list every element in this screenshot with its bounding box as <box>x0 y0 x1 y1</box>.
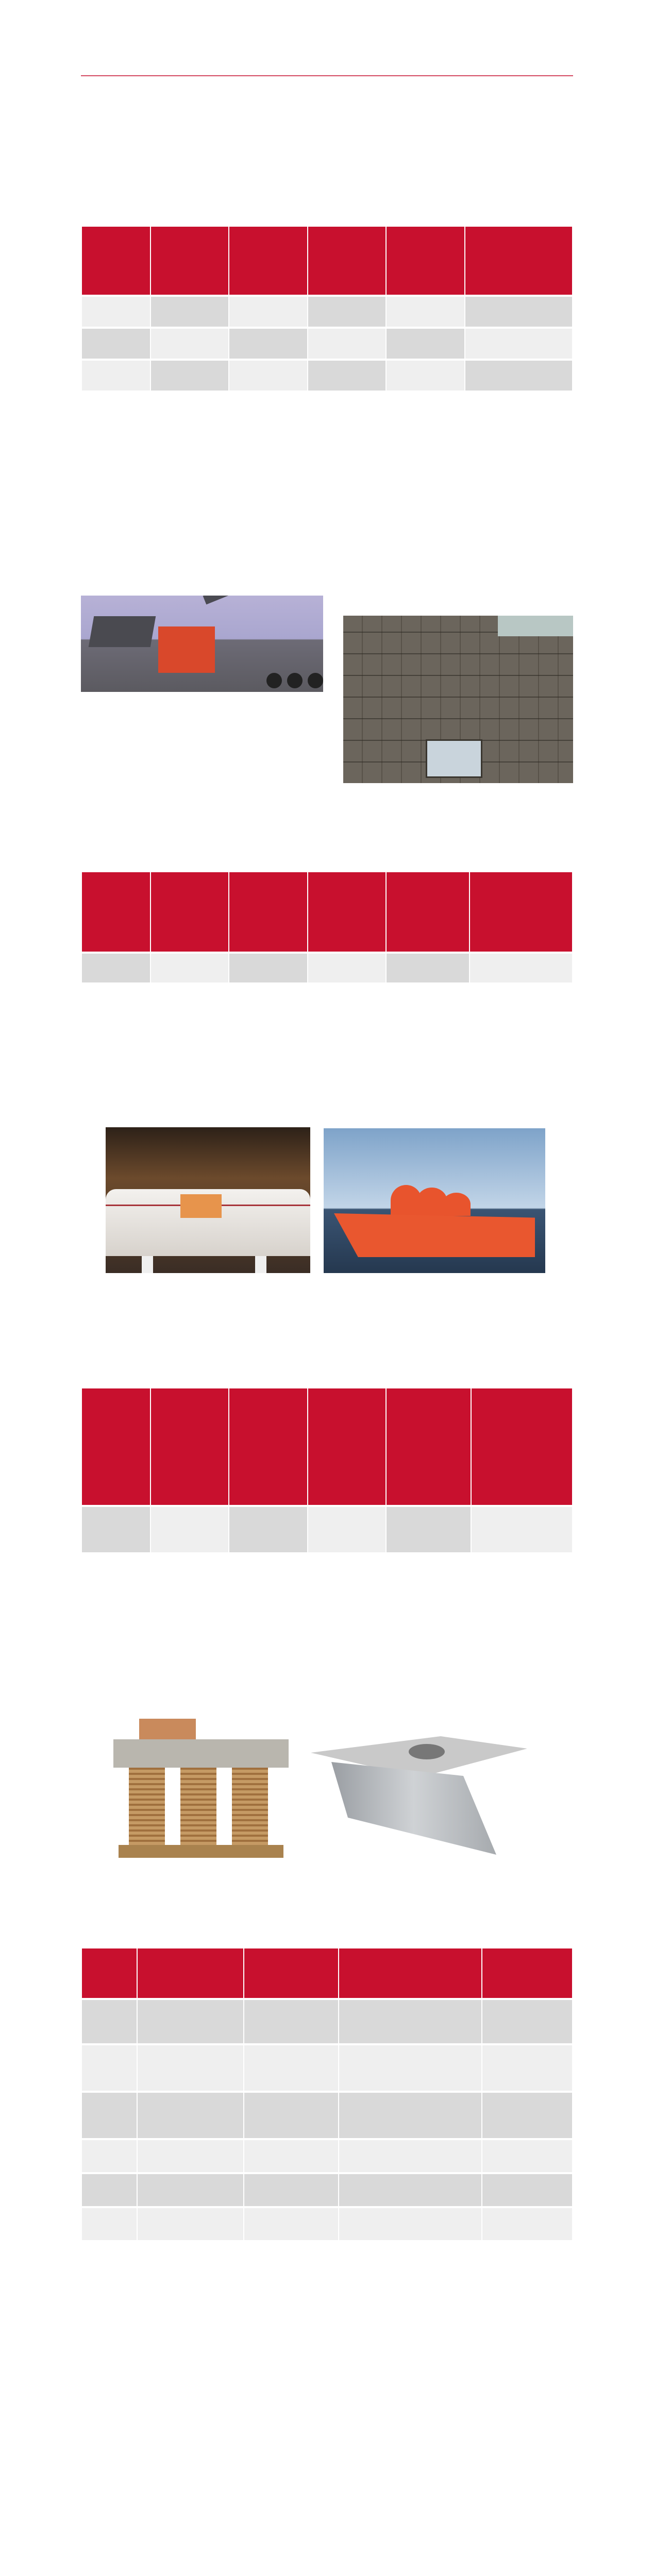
table-cell <box>308 329 386 361</box>
table-cell <box>387 954 469 985</box>
table-cell <box>82 2093 137 2140</box>
nickel-steel-table <box>81 1948 573 2242</box>
table-row <box>82 2000 572 2045</box>
table-cell <box>339 2000 481 2045</box>
lng-tank-label <box>180 1194 222 1218</box>
table-cell <box>229 297 307 329</box>
column-header <box>308 872 386 954</box>
column-header <box>308 1388 386 1507</box>
column-header <box>82 1388 150 1507</box>
table-row <box>82 2093 572 2140</box>
table-cell <box>339 2174 481 2208</box>
table-cell <box>244 2174 338 2208</box>
table-cell <box>229 1507 307 1554</box>
magnetic-shield-structure-photo <box>311 1721 532 1857</box>
table-cell <box>387 329 464 361</box>
table-cell <box>138 2000 244 2045</box>
column-header <box>229 872 307 954</box>
column-header <box>387 872 469 954</box>
section-heading-nickel-steel <box>81 1912 573 1928</box>
table-header-row <box>82 872 572 954</box>
section-heading-non-magnetic <box>81 1344 573 1360</box>
table-row <box>82 2045 572 2093</box>
table-cell <box>470 954 572 985</box>
non-magnetic-steel-table <box>81 1388 573 1554</box>
column-header <box>482 1948 573 2000</box>
table-row <box>82 329 572 361</box>
table-cell <box>244 2140 338 2174</box>
table-cell <box>482 2093 573 2140</box>
column-header <box>151 227 229 297</box>
table-cell <box>482 2174 573 2208</box>
table-cell <box>229 329 307 361</box>
column-header <box>82 227 150 297</box>
column-header <box>470 872 572 954</box>
table-row <box>82 2208 572 2242</box>
table-cell <box>82 2045 137 2093</box>
table-cell <box>138 2093 244 2140</box>
table-cell <box>151 954 229 985</box>
table-cell <box>82 2208 137 2242</box>
column-header <box>151 1388 229 1507</box>
section-heading-high-chrome <box>81 2340 573 2356</box>
table-cell <box>387 297 464 329</box>
table-cell <box>482 2045 573 2093</box>
table-cell <box>138 2045 244 2093</box>
column-header <box>339 1948 481 2000</box>
table-row <box>82 2174 572 2208</box>
table-cell <box>82 2140 137 2174</box>
table-row <box>82 361 572 393</box>
wear-steel-table <box>81 227 573 393</box>
table-cell <box>151 361 229 393</box>
pressure-vessel-steel-table <box>81 872 573 985</box>
table-cell <box>244 2208 338 2242</box>
table-cell <box>339 2045 481 2093</box>
table-cell <box>138 2208 244 2242</box>
table-cell <box>82 954 150 985</box>
section-heading-high-manganese-wear <box>81 195 573 211</box>
table-row <box>82 1507 572 1554</box>
table-cell <box>339 2140 481 2174</box>
table-row <box>82 2140 572 2174</box>
table-cell <box>82 329 150 361</box>
table-cell <box>151 1507 229 1554</box>
table-cell <box>229 954 307 985</box>
table-row <box>82 954 572 985</box>
table-cell <box>138 2174 244 2208</box>
column-header <box>229 1388 307 1507</box>
column-header <box>465 227 572 297</box>
transformer-photo <box>113 1719 289 1858</box>
table-cell <box>308 297 386 329</box>
mining-machine-photo <box>81 596 323 692</box>
table-cell <box>308 1507 386 1554</box>
lng-ship-photo <box>324 1128 545 1273</box>
table-header-row <box>82 1948 572 2000</box>
column-header <box>82 872 150 954</box>
table-cell <box>308 361 386 393</box>
table-cell <box>244 2000 338 2045</box>
table-cell <box>229 361 307 393</box>
column-header <box>472 1388 572 1507</box>
table-cell <box>82 361 150 393</box>
table-cell <box>244 2045 338 2093</box>
column-header <box>229 227 307 297</box>
table-cell <box>138 2140 244 2174</box>
table-row <box>82 297 572 329</box>
column-header <box>244 1948 338 2000</box>
table-cell <box>465 329 572 361</box>
table-cell <box>387 361 464 393</box>
table-cell <box>151 329 229 361</box>
lng-tank-photo <box>106 1127 310 1273</box>
subheading-heat-resistant <box>116 2376 120 2391</box>
table-cell <box>82 2174 137 2208</box>
table-cell <box>339 2208 481 2242</box>
table-cell <box>82 297 150 329</box>
table-header-row <box>82 227 572 297</box>
table-cell <box>82 2000 137 2045</box>
table-cell <box>472 1507 572 1554</box>
shot-blasting-equipment-photo <box>343 616 573 783</box>
column-header <box>138 1948 244 2000</box>
table-cell <box>244 2093 338 2140</box>
table-header-row <box>82 1388 572 1507</box>
header-divider <box>81 75 573 76</box>
table-cell <box>82 1507 150 1554</box>
table-cell <box>482 2000 573 2045</box>
table-cell <box>482 2208 573 2242</box>
table-cell <box>465 297 572 329</box>
table-cell <box>151 297 229 329</box>
column-header <box>308 227 386 297</box>
column-header <box>387 227 464 297</box>
section-heading-low-temp-pressure-vessel <box>81 843 573 859</box>
table-cell <box>387 1507 471 1554</box>
table-cell <box>465 361 572 393</box>
table-cell <box>482 2140 573 2174</box>
column-header <box>151 872 229 954</box>
column-header <box>387 1388 471 1507</box>
column-header <box>82 1948 137 2000</box>
table-cell <box>339 2093 481 2140</box>
table-cell <box>308 954 386 985</box>
